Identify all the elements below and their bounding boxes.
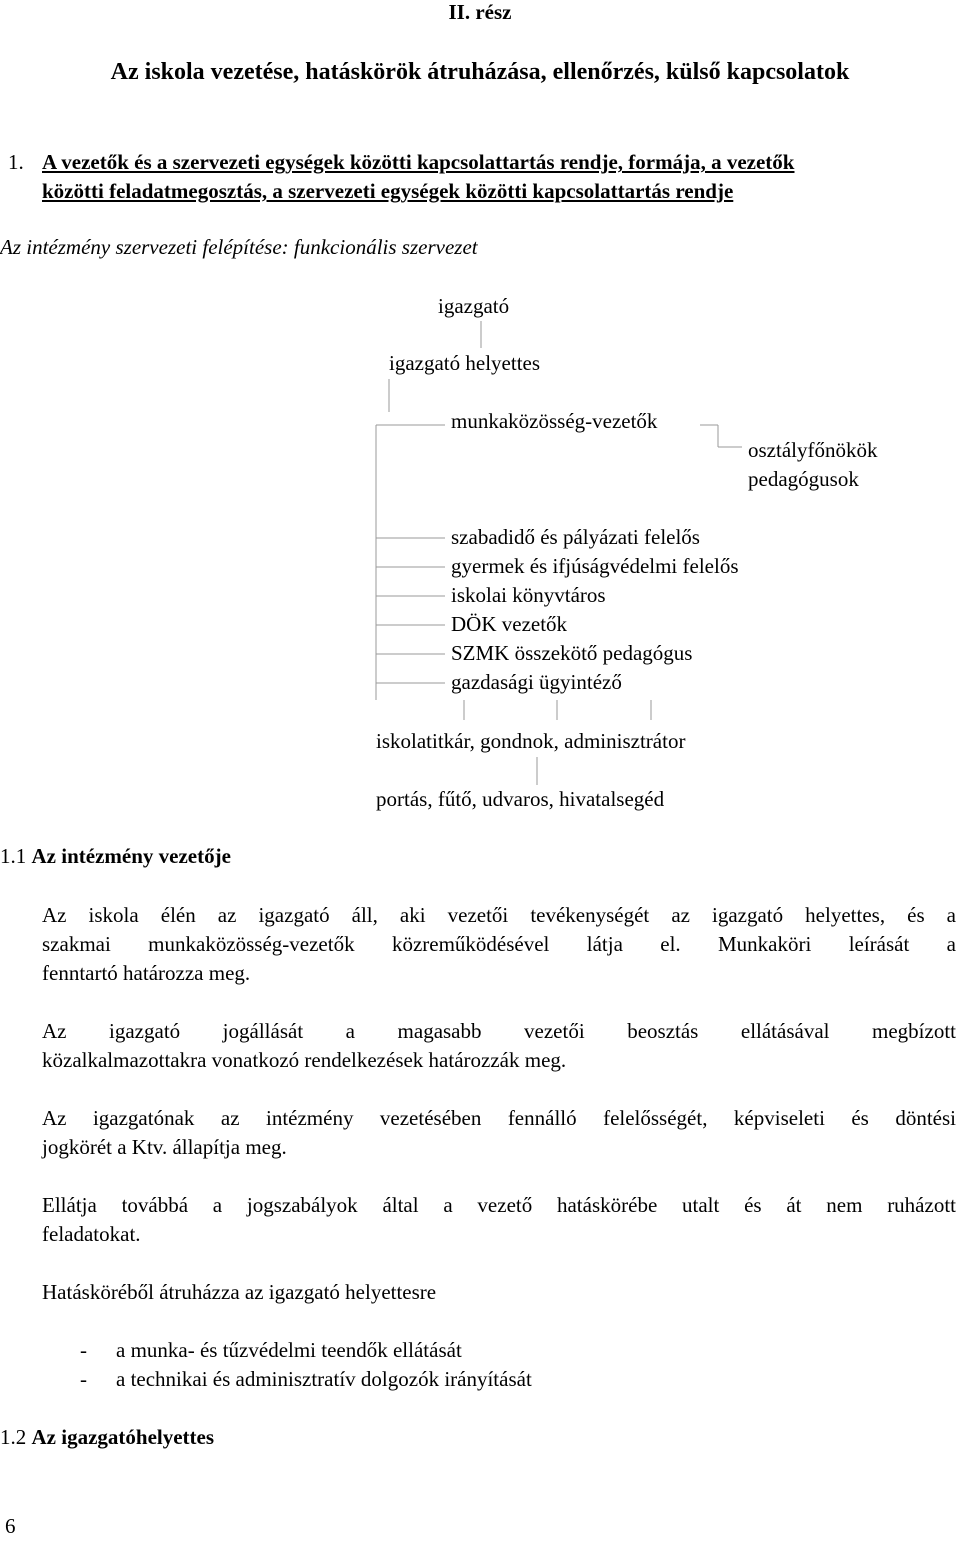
org-node-role: iskolai könyvtáros (451, 583, 606, 607)
list-item-text: a munka- és tűzvédelmi teendők ellátását (116, 1338, 462, 1362)
subsection-1-1-heading (0, 842, 231, 871)
section-number: 1. (8, 150, 24, 174)
org-node-support-staff: portás, fűtő, udvaros, hivatalsegéd (376, 787, 665, 811)
paragraph-1-line-2: szakmai munkaközösség-vezetők közreműködésével látja el. Munkaköri leírását a (42, 932, 956, 956)
section-title-line-1: A vezetők és a szervezeti egységek közötti kapcsolattartás rendje, formája, a vezetők (42, 150, 795, 174)
subsection-number: 1.2 (0, 1425, 27, 1449)
paragraph-1-line-1: Az iskola élén az igazgató áll, aki vezetői tevékenységét az igazgató helyettes, és a (42, 903, 956, 927)
paragraph-2-line-1: Az igazgató jogállását a magasabb vezetői beosztás ellátásával megbízott (42, 1019, 956, 1043)
paragraph-3-line-1: Az igazgatónak az intézmény vezetésében fennálló felelősségét, képviseleti és döntési (42, 1106, 956, 1130)
paragraph-5: Hatásköréből átruházza az igazgató helyettesre (42, 1280, 437, 1304)
section-title-line-2: közötti feladatmegosztás, a szervezeti egységek közötti kapcsolattartás rendje (42, 179, 734, 203)
org-node-deputy: igazgató helyettes (389, 351, 541, 375)
subsection-title: Az igazgatóhelyettes (31, 1425, 215, 1449)
list-dash: - (80, 1338, 87, 1362)
org-node-role: gyermek és ifjúságvédelmi felelős (451, 554, 739, 578)
subsection-title: Az intézmény vezetője (31, 844, 231, 868)
list-dash: - (80, 1367, 87, 1391)
paragraph-1-line-3: fenntartó határozza meg. (42, 961, 251, 985)
org-node-admin-staff: iskolatitkár, gondnok, adminisztrátor (376, 729, 686, 753)
paragraph-2-line-2: közalkalmazottakra vonatkozó rendelkezések határozzák meg. (42, 1048, 567, 1072)
document-title: Az iskola vezetése, hatáskörök átruházása, ellenőrzés, külső kapcsolatok (110, 59, 850, 85)
org-node-head: igazgató (438, 294, 510, 318)
paragraph-4-line-2: feladatokat. (42, 1222, 141, 1246)
delegated-task-item (80, 1336, 462, 1365)
paragraph-4-line-1: Ellátja továbbá a jogszabályok által a vezető hatáskörébe utalt és át nem ruházott (42, 1193, 956, 1217)
subsection-number: 1.1 (0, 844, 27, 868)
org-node-teachers: pedagógusok (748, 467, 859, 491)
org-node-class-teachers: osztályfőnökök (748, 438, 878, 462)
subsection-1-2-heading (0, 1423, 214, 1452)
paragraph-3-line-2: jogkörét a Ktv. állapítja meg. (42, 1135, 287, 1159)
org-node-role: DÖK vezetők (451, 612, 568, 636)
delegated-task-item (80, 1365, 532, 1394)
structure-caption: Az intézmény szervezeti felépítése: funkcionális szervezet (0, 235, 478, 259)
org-node-role: gazdasági ügyintéző (451, 670, 622, 694)
org-node-department-heads: munkaközösség-vezetők (451, 409, 658, 433)
org-node-role: SZMK összekötő pedagógus (451, 641, 693, 665)
part-title: II. rész (448, 0, 512, 24)
list-item-text: a technikai és adminisztratív dolgozók irányítását (116, 1367, 532, 1391)
page-number: 6 (5, 1514, 16, 1538)
org-node-role: szabadidő és pályázati felelős (451, 525, 700, 549)
